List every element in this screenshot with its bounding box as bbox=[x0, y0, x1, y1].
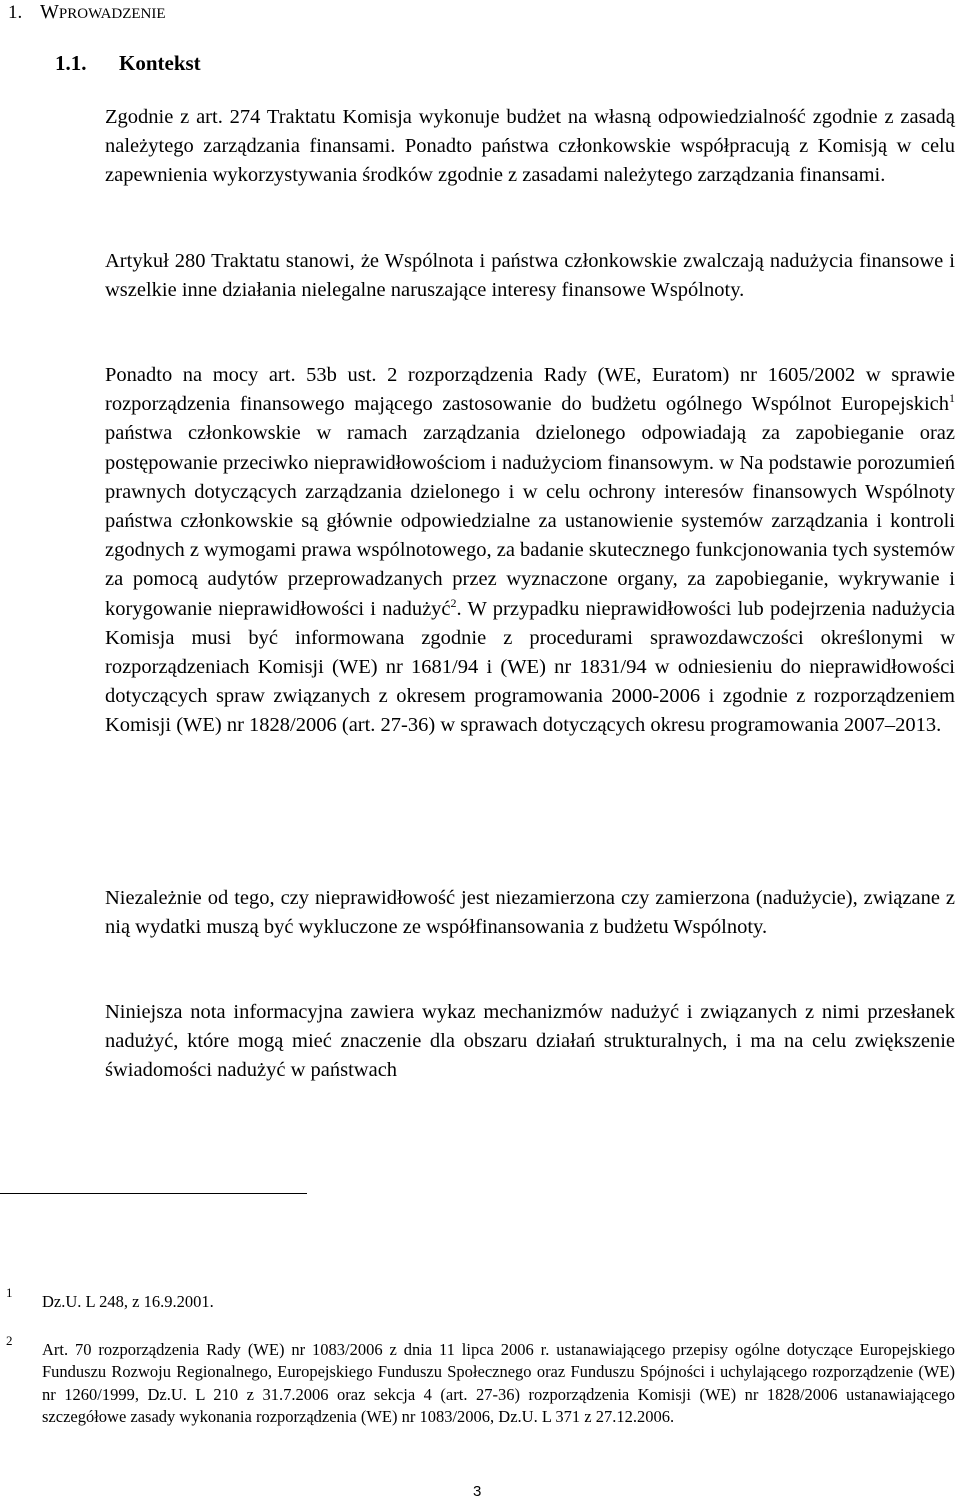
paragraph-regulation-part-3: . W przypadku nieprawidłowości lub podejrzenia nadużycia Komisja musi być informowana zgodnie z procedurami sprawozdawczości określonymi w rozporządzeniach Komisji (WE) nr 1681/94 i (WE) nr 1831/94 w odniesieniu do nieprawidłowości dotyczących spraw związanych z okresem programowania 2000-2006 i zgodnie z rozporządzeniem Komisji (WE) nr 1828/2006 (art. 27-36) w sprawach dotyczących okresu programowania 2007–2013. bbox=[105, 597, 955, 737]
paragraph-cofinancing: Niezależnie od tego, czy nieprawidłowość jest niezamierzona czy zamierzona (nadużycie), związane z nią wydatki muszą być wykluczone ze współfinansowania z budżetu Wspólnoty. bbox=[105, 887, 955, 939]
subsection-number: 1.1. bbox=[55, 51, 87, 75]
footnote-2-text: Art. 70 rozporządzenia Rady (WE) nr 1083/2006 z dnia 11 lipca 2006 r. ustanawiającego przepisy ogólne dotyczące Europejskiego Funduszu Rozwoju Regionalnego, Europejskiego Funduszu Społecznego oraz Funduszu Spójności i uchylającego rozporządzenie (WE) nr 1260/1999, Dz.U. L 210 z 31.7.2006 oraz sekcja 4 (art. 27-36) rozporządzenia Komisji (WE) nr 1828/2006 ustanawiającego szczegółowe zasady wykonania rozporządzenia (WE) nr 1083/2006, Dz.U. L 371 z 27.12.2006. bbox=[42, 1340, 955, 1427]
section-title-initial: W bbox=[40, 1, 59, 23]
footnote-ref-2: 2 bbox=[450, 595, 457, 610]
footnote-separator bbox=[0, 1193, 307, 1194]
paragraph-regulation bbox=[105, 361, 955, 741]
footnote-1-mark: 1 bbox=[6, 1285, 13, 1300]
paragraph-regulation-part-2: państwa członkowskie w ramach zarządzania dzielonego odpowiadają za zapobieganie oraz postępowanie przeciwko nieprawidłowościom i nadużyciom finansowym. w Na podstawie porozumień prawnych dotyczących zarządzania dzielonego i w celu ochrony interesów finansowych Wspólnoty państwa członkowskie są głównie odpowiedzialne za ustanowienie systemów zarządzania i kontroli zgodnych z wymogami prawa wspólnotowego, za badanie skutecznego funkcjonowania tych systemów za pomocą audytów przeprowadzanych przez wyznaczone organy, za zapobieganie, wykrywanie i korygowanie nieprawidłowości i nadużyć bbox=[105, 422, 955, 620]
paragraph-information-note: Niniejsza nota informacyjna zawiera wykaz mechanizmów nadużyć i związanych z nimi przesłanek nadużyć, które mogą mieć znaczenie dla obszaru działań strukturalnych, i ma na celu zwiększenie świadomości nadużyć w państwach bbox=[105, 1001, 955, 1082]
footnote-2-mark: 2 bbox=[6, 1333, 13, 1348]
section-number: 1. bbox=[8, 2, 23, 23]
footnote-2 bbox=[0, 1333, 955, 1429]
footnote-ref-1: 1 bbox=[949, 391, 955, 406]
footnote-1-text: Dz.U. L 248, z 16.9.2001. bbox=[42, 1292, 214, 1311]
paragraph-article-280: Artykuł 280 Traktatu stanowi, że Wspólnota i państwa członkowskie zwalczają nadużycia finansowe i wszelkie inne działania nielegalne naruszające interesy finansowe Wspólnoty. bbox=[105, 250, 955, 302]
section-heading bbox=[8, 0, 166, 26]
subsection-title: Kontekst bbox=[119, 51, 201, 75]
subsection-heading bbox=[55, 51, 201, 75]
page-number: 3 bbox=[473, 1483, 482, 1500]
section-title-rest: PROWADZENIE bbox=[58, 6, 166, 22]
paragraph-budget: Zgodnie z art. 274 Traktatu Komisja wykonuje budżet na własną odpowiedzialność zgodnie z zasadą należytego zarządzania finansami. Ponadto państwa członkowskie współpracują z Komisją w celu zapewnienia wykorzystywania środków zgodnie z zasadami należytego zarządzania finansami. bbox=[105, 106, 955, 187]
footnote-1 bbox=[0, 1285, 955, 1313]
paragraph-regulation-part-1: Ponadto na mocy art. 53b ust. 2 rozporządzenia Rady (WE, Euratom) nr 1605/2002 w sprawie rozporządzenia finansowego mającego zastosowanie do budżetu ogólnego Wspólnot Europejskich bbox=[105, 364, 955, 416]
